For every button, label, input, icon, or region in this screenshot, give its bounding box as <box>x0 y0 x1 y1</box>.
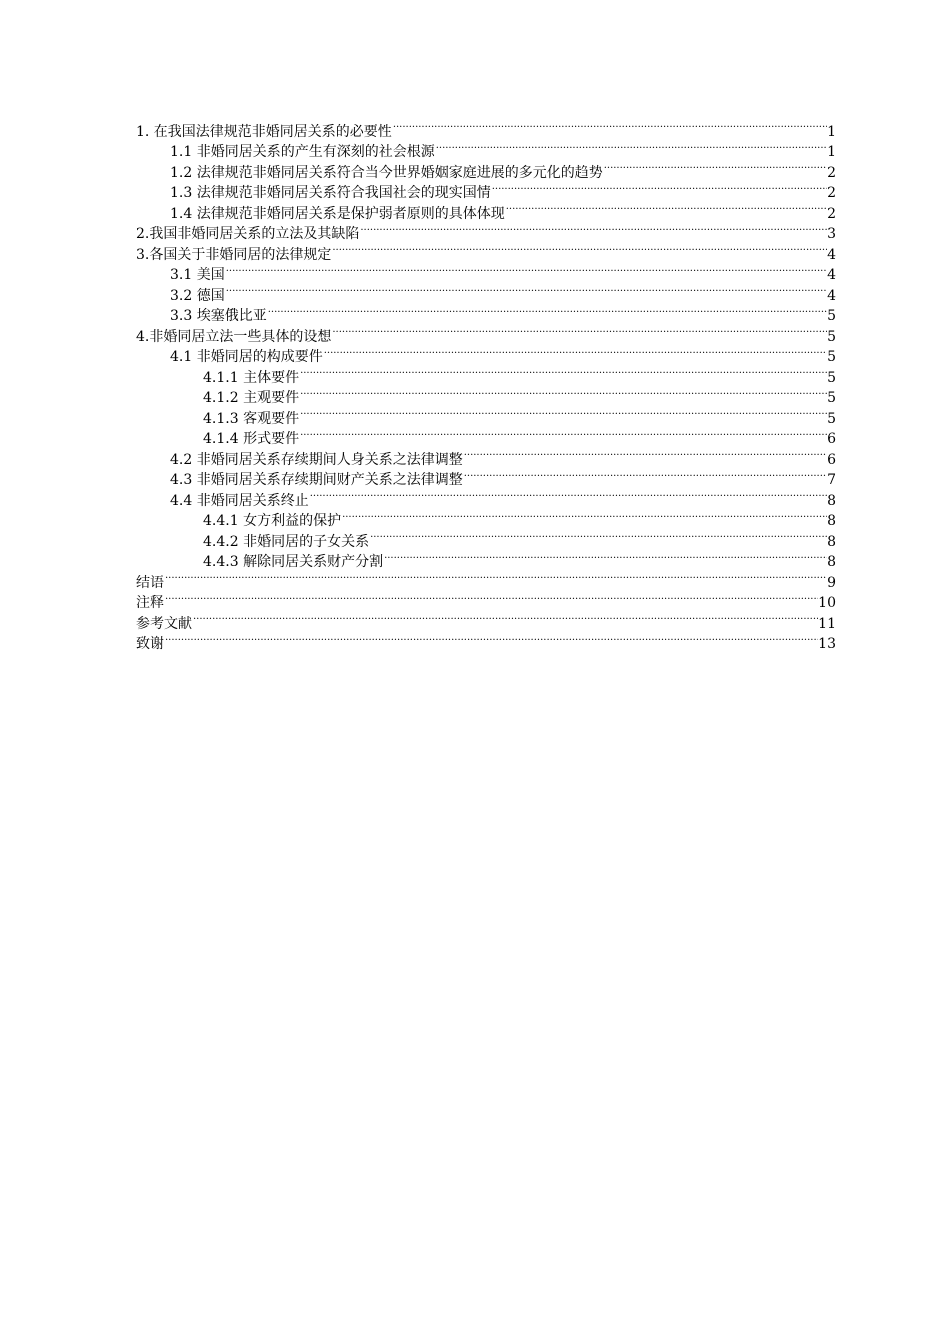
toc-dot-leader <box>491 177 827 198</box>
toc-dot-leader <box>505 197 827 218</box>
toc-page-number: 1 <box>827 123 836 140</box>
toc-page-number: 8 <box>827 533 836 550</box>
toc-dot-leader <box>164 628 818 649</box>
toc-entry-label: 1.2 法律规范非婚同居关系符合当今世界婚姻家庭进展的多元化的趋势 <box>170 164 603 181</box>
toc-page-number: 5 <box>827 308 836 324</box>
toc-dot-leader <box>331 238 827 259</box>
toc-page-number: 4 <box>827 246 836 263</box>
toc-page-number: 1 <box>827 144 836 160</box>
toc-page-number: 5 <box>827 410 836 427</box>
toc-entry-label: 4.4.1 女方利益的保护 <box>203 513 342 529</box>
toc-entry-label: 2.我国非婚同居关系的立法及其缺陷 <box>136 226 360 242</box>
toc-dot-leader <box>299 423 827 444</box>
toc-dot-leader <box>225 259 827 280</box>
toc-dot-leader <box>164 566 827 587</box>
toc-page-number: 4 <box>827 287 836 304</box>
toc-dot-leader <box>341 505 827 526</box>
toc-dot-leader <box>392 115 827 136</box>
toc-dot-leader <box>331 320 827 341</box>
toc-dot-leader <box>463 443 827 464</box>
toc-entry-label: 4.1.3 客观要件 <box>203 410 300 427</box>
toc-page-number: 4 <box>827 267 836 283</box>
toc-entry-label: 1.3 法律规范非婚同居关系符合我国社会的现实国情 <box>170 185 491 201</box>
toc-dot-leader <box>603 156 827 177</box>
toc-entry-label: 3.1 美国 <box>170 267 225 283</box>
toc-entry[interactable] <box>136 607 836 632</box>
toc-entry-label: 4.4.3 解除同居关系财产分割 <box>203 554 384 570</box>
toc-dot-leader <box>192 607 818 628</box>
toc-page-number: 11 <box>818 615 836 632</box>
toc-dot-leader <box>299 382 827 403</box>
toc-page-number: 2 <box>827 164 836 181</box>
toc-entry[interactable] <box>136 628 836 652</box>
toc-entry[interactable] <box>136 587 836 611</box>
toc-entry[interactable] <box>136 115 836 140</box>
toc-page-number: 8 <box>827 492 836 509</box>
toc-entry-label: 4.非婚同居立法一些具体的设想 <box>136 328 332 345</box>
toc-entry[interactable] <box>136 300 836 324</box>
toc-page-number: 7 <box>827 472 836 488</box>
toc-dot-leader <box>299 361 827 382</box>
toc-entry-label: 参考文献 <box>136 615 192 632</box>
toc-entry-label: 注释 <box>136 595 164 611</box>
toc-page-number: 5 <box>827 369 836 386</box>
table-of-contents <box>136 115 836 652</box>
toc-entry-label: 致谢 <box>136 636 164 652</box>
toc-entry-label: 4.1.2 主观要件 <box>203 390 300 406</box>
toc-dot-leader <box>309 484 827 505</box>
toc-page-number: 5 <box>827 390 836 406</box>
toc-entry-label: 4.4.2 非婚同居的子女关系 <box>203 533 370 550</box>
toc-page-number: 3 <box>827 226 836 242</box>
toc-entry-label: 3.各国关于非婚同居的法律规定 <box>136 246 332 263</box>
toc-page-number: 2 <box>827 185 836 201</box>
toc-dot-leader <box>463 464 827 485</box>
toc-dot-leader <box>323 341 827 362</box>
toc-page-number: 8 <box>827 513 836 529</box>
toc-dot-leader <box>359 218 827 239</box>
toc-entry[interactable] <box>136 566 836 591</box>
toc-dot-leader <box>267 300 827 321</box>
toc-entry[interactable] <box>136 279 836 304</box>
toc-dot-leader <box>369 525 827 546</box>
toc-page-number: 9 <box>827 574 836 591</box>
toc-dot-leader <box>225 279 827 300</box>
toc-entry-label: 1.4 法律规范非婚同居关系是保护弱者原则的具体体现 <box>170 205 505 222</box>
toc-page-number: 5 <box>827 328 836 345</box>
toc-entry[interactable] <box>136 259 836 283</box>
toc-page-number: 10 <box>818 595 836 611</box>
toc-entry-label: 1. 在我国法律规范非婚同居关系的必要性 <box>136 123 392 140</box>
toc-page-number: 5 <box>827 349 836 365</box>
toc-dot-leader <box>299 402 827 423</box>
toc-page-number: 2 <box>827 205 836 222</box>
toc-page-number: 8 <box>827 554 836 570</box>
toc-entry-label: 4.1.4 形式要件 <box>203 431 300 447</box>
toc-page-number: 6 <box>827 431 836 447</box>
toc-entry-label: 3.3 埃塞俄比亚 <box>170 308 267 324</box>
toc-dot-leader <box>435 136 827 157</box>
toc-page-number: 6 <box>827 451 836 468</box>
toc-entry-label: 3.2 德国 <box>170 287 225 304</box>
toc-entry-label: 4.3 非婚同居关系存续期间财产关系之法律调整 <box>170 472 463 488</box>
toc-dot-leader <box>164 587 818 608</box>
toc-dot-leader <box>383 546 827 567</box>
toc-entry-label: 1.1 非婚同居关系的产生有深刻的社会根源 <box>170 144 435 160</box>
toc-entry-label: 结语 <box>136 574 164 591</box>
toc-entry-label: 4.4 非婚同居关系终止 <box>170 492 309 509</box>
toc-entry-label: 4.2 非婚同居关系存续期间人身关系之法律调整 <box>170 451 463 468</box>
toc-entry-label: 4.1 非婚同居的构成要件 <box>170 349 323 365</box>
toc-page-number: 13 <box>818 636 836 652</box>
toc-entry-label: 4.1.1 主体要件 <box>203 369 300 386</box>
